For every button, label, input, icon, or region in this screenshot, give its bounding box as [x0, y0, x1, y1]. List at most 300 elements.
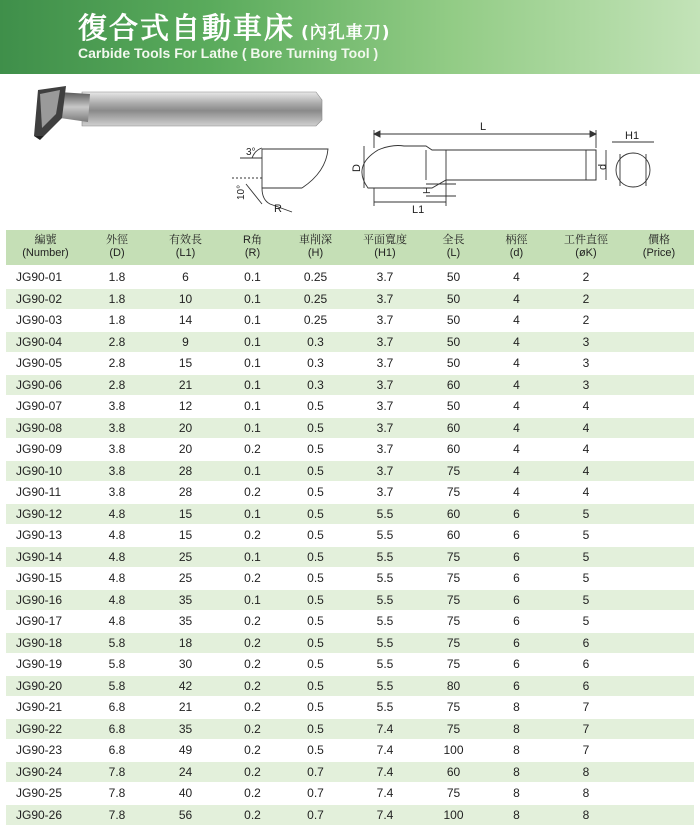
cell-outer-diameter: 3.8	[85, 460, 149, 482]
column-header-zh: R角	[243, 234, 262, 246]
spec-table	[6, 230, 694, 826]
column-header-work-diameter	[548, 230, 624, 266]
cell-effective-length: 35	[149, 718, 222, 740]
cell-outer-diameter: 4.8	[85, 525, 149, 547]
cell-flat-width: 5.5	[348, 525, 422, 547]
title-main: 復合式自動車床	[78, 11, 296, 45]
cell-price	[624, 482, 694, 504]
cell-price	[624, 439, 694, 461]
table-row	[6, 503, 694, 525]
cell-shank-diameter: 4	[485, 460, 548, 482]
page-subtitle-english: Carbide Tools For Lathe ( Bore Turning Tool )	[78, 45, 379, 61]
cell-price	[624, 288, 694, 310]
cell-price	[624, 417, 694, 439]
cell-cut-depth: 0.7	[283, 761, 348, 783]
cell-work-diameter: 5	[548, 589, 624, 611]
cell-price	[624, 546, 694, 568]
cell-flat-width: 3.7	[348, 417, 422, 439]
cell-work-diameter: 2	[548, 310, 624, 332]
cell-number: JG90-04	[6, 331, 85, 353]
cell-work-diameter: 5	[548, 503, 624, 525]
table-row	[6, 761, 694, 783]
cell-outer-diameter: 4.8	[85, 589, 149, 611]
cell-shank-diameter: 4	[485, 310, 548, 332]
outer-diameter-label: D	[351, 164, 363, 172]
cell-cut-depth: 0.5	[283, 546, 348, 568]
cell-effective-length: 28	[149, 460, 222, 482]
table-row	[6, 417, 694, 439]
column-header-en: (D)	[109, 247, 125, 259]
tool-photo	[34, 86, 322, 140]
cell-number: JG90-24	[6, 761, 85, 783]
table-row	[6, 718, 694, 740]
cell-price	[624, 353, 694, 375]
cell-shank-diameter: 6	[485, 611, 548, 633]
table-row	[6, 568, 694, 590]
cell-work-diameter: 6	[548, 654, 624, 676]
table-row	[6, 654, 694, 676]
cell-r-angle: 0.2	[222, 761, 283, 783]
cell-price	[624, 718, 694, 740]
cell-r-angle: 0.1	[222, 266, 283, 288]
cell-number: JG90-18	[6, 632, 85, 654]
cell-flat-width: 7.4	[348, 804, 422, 826]
cell-cut-depth: 0.5	[283, 718, 348, 740]
column-header-number	[6, 230, 85, 266]
column-header-en: (H1)	[374, 247, 396, 259]
cell-work-diameter: 4	[548, 439, 624, 461]
cell-outer-diameter: 4.8	[85, 611, 149, 633]
cell-effective-length: 12	[149, 396, 222, 418]
cell-cut-depth: 0.3	[283, 374, 348, 396]
cell-flat-width: 3.7	[348, 310, 422, 332]
cell-work-diameter: 6	[548, 675, 624, 697]
column-header-zh: 編號	[34, 234, 57, 246]
cell-effective-length: 35	[149, 589, 222, 611]
cell-cut-depth: 0.7	[283, 783, 348, 805]
table-row	[6, 460, 694, 482]
cell-cut-depth: 0.7	[283, 804, 348, 826]
cell-flat-width: 7.4	[348, 740, 422, 762]
cell-shank-diameter: 6	[485, 654, 548, 676]
column-header-zh: 工件直徑	[564, 234, 608, 246]
cell-price	[624, 740, 694, 762]
cell-price	[624, 396, 694, 418]
cell-total-length: 75	[422, 718, 485, 740]
cell-number: JG90-11	[6, 482, 85, 504]
cell-total-length: 60	[422, 761, 485, 783]
cell-r-angle: 0.2	[222, 439, 283, 461]
table-row	[6, 675, 694, 697]
cell-total-length: 75	[422, 546, 485, 568]
cell-work-diameter: 8	[548, 761, 624, 783]
cell-total-length: 75	[422, 589, 485, 611]
tool-figure	[0, 76, 700, 226]
table-row	[6, 632, 694, 654]
cell-effective-length: 56	[149, 804, 222, 826]
cell-flat-width: 5.5	[348, 697, 422, 719]
cell-r-angle: 0.2	[222, 783, 283, 805]
column-header-effective-length	[149, 230, 222, 266]
cell-flat-width: 5.5	[348, 503, 422, 525]
shank-diameter-label: d	[597, 163, 609, 170]
cell-outer-diameter: 5.8	[85, 654, 149, 676]
cell-shank-diameter: 8	[485, 718, 548, 740]
cell-total-length: 75	[422, 460, 485, 482]
table-row	[6, 546, 694, 568]
cell-price	[624, 503, 694, 525]
cell-r-angle: 0.1	[222, 589, 283, 611]
cell-price	[624, 675, 694, 697]
column-header-en: (L)	[446, 247, 461, 259]
cell-work-diameter: 3	[548, 353, 624, 375]
cell-shank-diameter: 6	[485, 503, 548, 525]
column-header-outer-diameter	[85, 230, 149, 266]
cell-r-angle: 0.1	[222, 503, 283, 525]
cell-price	[624, 654, 694, 676]
cell-number: JG90-23	[6, 740, 85, 762]
cell-cut-depth: 0.3	[283, 331, 348, 353]
cell-cut-depth: 0.5	[283, 439, 348, 461]
cell-work-diameter: 7	[548, 740, 624, 762]
cell-total-length: 50	[422, 310, 485, 332]
column-header-en: (d)	[509, 247, 524, 259]
cell-cut-depth: 0.25	[283, 266, 348, 288]
cell-r-angle: 0.2	[222, 675, 283, 697]
cell-number: JG90-07	[6, 396, 85, 418]
table-row	[6, 697, 694, 719]
cell-cut-depth: 0.5	[283, 568, 348, 590]
cell-flat-width: 3.7	[348, 331, 422, 353]
cell-effective-length: 9	[149, 331, 222, 353]
cell-flat-width: 3.7	[348, 353, 422, 375]
cell-effective-length: 21	[149, 374, 222, 396]
cell-effective-length: 24	[149, 761, 222, 783]
cell-outer-diameter: 3.8	[85, 439, 149, 461]
cell-cut-depth: 0.5	[283, 525, 348, 547]
cell-shank-diameter: 6	[485, 568, 548, 590]
cell-number: JG90-25	[6, 783, 85, 805]
cell-work-diameter: 4	[548, 460, 624, 482]
cell-effective-length: 18	[149, 632, 222, 654]
cell-effective-length: 20	[149, 417, 222, 439]
cell-r-angle: 0.1	[222, 310, 283, 332]
title-subtitle: (內孔車刀)	[301, 23, 391, 43]
cell-cut-depth: 0.5	[283, 632, 348, 654]
cell-work-diameter: 7	[548, 718, 624, 740]
cell-flat-width: 7.4	[348, 783, 422, 805]
table-row	[6, 288, 694, 310]
cell-total-length: 60	[422, 374, 485, 396]
cell-price	[624, 611, 694, 633]
cell-effective-length: 20	[149, 439, 222, 461]
cell-r-angle: 0.2	[222, 740, 283, 762]
cell-r-angle: 0.1	[222, 396, 283, 418]
cell-outer-diameter: 7.8	[85, 783, 149, 805]
cell-outer-diameter: 7.8	[85, 761, 149, 783]
table-row	[6, 525, 694, 547]
cell-work-diameter: 2	[548, 288, 624, 310]
cell-cut-depth: 0.3	[283, 353, 348, 375]
depth-label: H	[422, 186, 433, 194]
cell-r-angle: 0.1	[222, 353, 283, 375]
column-header-en: (Price)	[642, 247, 676, 259]
cell-total-length: 75	[422, 568, 485, 590]
cell-outer-diameter: 4.8	[85, 568, 149, 590]
table-row	[6, 374, 694, 396]
table-row	[6, 439, 694, 461]
cell-flat-width: 5.5	[348, 546, 422, 568]
cell-shank-diameter: 4	[485, 374, 548, 396]
cell-r-angle: 0.1	[222, 417, 283, 439]
cell-number: JG90-21	[6, 697, 85, 719]
cell-total-length: 75	[422, 611, 485, 633]
cell-r-angle: 0.1	[222, 374, 283, 396]
column-header-zh: 平面寬度	[363, 234, 407, 246]
cell-outer-diameter: 5.8	[85, 632, 149, 654]
cell-outer-diameter: 6.8	[85, 740, 149, 762]
table-row	[6, 611, 694, 633]
cell-number: JG90-17	[6, 611, 85, 633]
cell-work-diameter: 8	[548, 804, 624, 826]
cell-flat-width: 3.7	[348, 288, 422, 310]
cell-shank-diameter: 4	[485, 266, 548, 288]
column-header-zh: 全長	[442, 234, 465, 246]
cell-effective-length: 49	[149, 740, 222, 762]
cell-total-length: 75	[422, 697, 485, 719]
cell-cut-depth: 0.5	[283, 740, 348, 762]
cell-total-length: 75	[422, 654, 485, 676]
cell-number: JG90-10	[6, 460, 85, 482]
cell-cut-depth: 0.5	[283, 654, 348, 676]
table-row	[6, 310, 694, 332]
cell-cut-depth: 0.25	[283, 288, 348, 310]
column-header-zh: 有效長	[169, 234, 202, 246]
cell-cut-depth: 0.5	[283, 697, 348, 719]
cell-number: JG90-06	[6, 374, 85, 396]
cell-work-diameter: 8	[548, 783, 624, 805]
cell-outer-diameter: 2.8	[85, 353, 149, 375]
cell-outer-diameter: 2.8	[85, 331, 149, 353]
cell-shank-diameter: 8	[485, 761, 548, 783]
cell-r-angle: 0.2	[222, 525, 283, 547]
cell-work-diameter: 4	[548, 417, 624, 439]
cell-flat-width: 3.7	[348, 266, 422, 288]
column-header-cut-depth	[283, 230, 348, 266]
cell-work-diameter: 4	[548, 482, 624, 504]
cell-number: JG90-09	[6, 439, 85, 461]
column-header-zh: 車削深	[299, 234, 332, 246]
cell-r-angle: 0.1	[222, 546, 283, 568]
cell-flat-width: 5.5	[348, 568, 422, 590]
cell-shank-diameter: 8	[485, 740, 548, 762]
cell-work-diameter: 5	[548, 525, 624, 547]
cell-flat-width: 7.4	[348, 718, 422, 740]
cell-outer-diameter: 6.8	[85, 697, 149, 719]
table-row	[6, 589, 694, 611]
cell-cut-depth: 0.5	[283, 417, 348, 439]
cell-total-length: 60	[422, 503, 485, 525]
table-row	[6, 331, 694, 353]
cell-cut-depth: 0.5	[283, 675, 348, 697]
tool-drawing	[0, 76, 700, 226]
cell-cut-depth: 0.5	[283, 460, 348, 482]
cell-total-length: 75	[422, 632, 485, 654]
column-header-en: (L1)	[175, 247, 196, 259]
column-header-en: (R)	[244, 247, 261, 259]
cell-flat-width: 5.5	[348, 675, 422, 697]
cell-shank-diameter: 8	[485, 697, 548, 719]
cell-work-diameter: 7	[548, 697, 624, 719]
cell-price	[624, 331, 694, 353]
cell-r-angle: 0.1	[222, 288, 283, 310]
cell-outer-diameter: 4.8	[85, 503, 149, 525]
cell-price	[624, 589, 694, 611]
cell-r-angle: 0.2	[222, 568, 283, 590]
cell-effective-length: 21	[149, 697, 222, 719]
cell-outer-diameter: 4.8	[85, 546, 149, 568]
cell-number: JG90-02	[6, 288, 85, 310]
cell-r-angle: 0.2	[222, 632, 283, 654]
column-header-price	[624, 230, 694, 266]
cell-shank-diameter: 6	[485, 589, 548, 611]
cell-work-diameter: 4	[548, 396, 624, 418]
table-row	[6, 740, 694, 762]
header-banner	[0, 0, 700, 74]
table-row	[6, 396, 694, 418]
column-header-zh: 外徑	[106, 234, 128, 246]
cell-price	[624, 310, 694, 332]
cell-price	[624, 460, 694, 482]
column-header-zh: 柄徑	[505, 234, 528, 246]
cell-cut-depth: 0.5	[283, 611, 348, 633]
table-row	[6, 266, 694, 288]
page-title	[78, 6, 391, 47]
cell-total-length: 80	[422, 675, 485, 697]
flat-width-label: H1	[625, 130, 640, 142]
cell-effective-length: 15	[149, 503, 222, 525]
cell-total-length: 50	[422, 331, 485, 353]
cell-effective-length: 15	[149, 353, 222, 375]
cell-number: JG90-13	[6, 525, 85, 547]
cell-shank-diameter: 4	[485, 482, 548, 504]
cell-effective-length: 28	[149, 482, 222, 504]
column-header-shank-diameter	[485, 230, 548, 266]
cell-r-angle: 0.1	[222, 460, 283, 482]
cell-cut-depth: 0.25	[283, 310, 348, 332]
cell-outer-diameter: 5.8	[85, 675, 149, 697]
cell-effective-length: 14	[149, 310, 222, 332]
cell-number: JG90-19	[6, 654, 85, 676]
cell-shank-diameter: 8	[485, 783, 548, 805]
cell-work-diameter: 5	[548, 568, 624, 590]
cell-work-diameter: 5	[548, 546, 624, 568]
column-header-en: (øK)	[575, 247, 597, 259]
cell-r-angle: 0.2	[222, 718, 283, 740]
cell-total-length: 60	[422, 525, 485, 547]
cell-cut-depth: 0.5	[283, 589, 348, 611]
cell-r-angle: 0.2	[222, 804, 283, 826]
cell-effective-length: 42	[149, 675, 222, 697]
cell-r-angle: 0.2	[222, 482, 283, 504]
cell-flat-width: 3.7	[348, 439, 422, 461]
cell-r-angle: 0.2	[222, 697, 283, 719]
cell-total-length: 50	[422, 353, 485, 375]
cell-work-diameter: 2	[548, 266, 624, 288]
column-header-zh: 價格	[648, 234, 670, 246]
cell-outer-diameter: 1.8	[85, 266, 149, 288]
cell-flat-width: 5.5	[348, 611, 422, 633]
cell-number: JG90-16	[6, 589, 85, 611]
cell-work-diameter: 5	[548, 611, 624, 633]
cell-price	[624, 525, 694, 547]
cell-shank-diameter: 6	[485, 546, 548, 568]
cell-price	[624, 568, 694, 590]
cell-cut-depth: 0.5	[283, 396, 348, 418]
cell-r-angle: 0.2	[222, 654, 283, 676]
cell-flat-width: 5.5	[348, 589, 422, 611]
cell-price	[624, 374, 694, 396]
cell-number: JG90-12	[6, 503, 85, 525]
cell-outer-diameter: 3.8	[85, 417, 149, 439]
cell-number: JG90-20	[6, 675, 85, 697]
table-row	[6, 482, 694, 504]
cell-shank-diameter: 6	[485, 632, 548, 654]
cell-cut-depth: 0.5	[283, 503, 348, 525]
cell-shank-diameter: 4	[485, 288, 548, 310]
cell-shank-diameter: 4	[485, 353, 548, 375]
table-row	[6, 804, 694, 826]
cell-price	[624, 697, 694, 719]
cell-price	[624, 266, 694, 288]
cell-r-angle: 0.1	[222, 331, 283, 353]
cell-number: JG90-22	[6, 718, 85, 740]
cell-number: JG90-03	[6, 310, 85, 332]
cell-price	[624, 804, 694, 826]
cell-price	[624, 783, 694, 805]
table-body	[6, 266, 694, 826]
cell-total-length: 50	[422, 396, 485, 418]
cell-effective-length: 25	[149, 546, 222, 568]
cell-total-length: 50	[422, 288, 485, 310]
cell-flat-width: 3.7	[348, 374, 422, 396]
cell-number: JG90-08	[6, 417, 85, 439]
cell-flat-width: 3.7	[348, 460, 422, 482]
cell-flat-width: 3.7	[348, 482, 422, 504]
cell-flat-width: 7.4	[348, 761, 422, 783]
table-header-row	[6, 230, 694, 266]
column-header-r-angle	[222, 230, 283, 266]
cell-work-diameter: 3	[548, 331, 624, 353]
effective-length-label: L1	[412, 204, 425, 216]
cell-total-length: 50	[422, 266, 485, 288]
cell-shank-diameter: 6	[485, 525, 548, 547]
cell-number: JG90-14	[6, 546, 85, 568]
length-label: L	[480, 121, 487, 133]
cell-effective-length: 15	[149, 525, 222, 547]
cell-work-diameter: 3	[548, 374, 624, 396]
radius-label: R	[274, 203, 282, 215]
cell-effective-length: 10	[149, 288, 222, 310]
cell-flat-width: 3.7	[348, 396, 422, 418]
cell-shank-diameter: 4	[485, 331, 548, 353]
cell-flat-width: 5.5	[348, 654, 422, 676]
table-row	[6, 783, 694, 805]
table-row	[6, 353, 694, 375]
cell-outer-diameter: 3.8	[85, 396, 149, 418]
cell-effective-length: 6	[149, 266, 222, 288]
cell-work-diameter: 6	[548, 632, 624, 654]
